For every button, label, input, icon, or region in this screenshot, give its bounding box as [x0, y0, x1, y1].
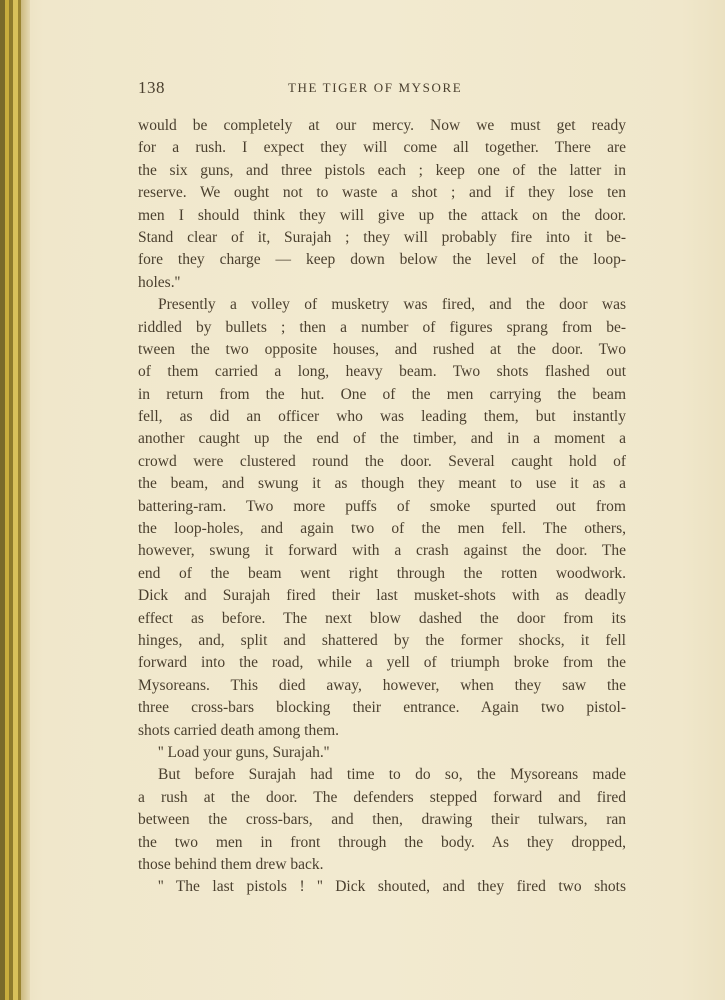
text-line: another caught up the end of the timber, and in a moment a	[138, 430, 626, 448]
text-line: however, swung it forward with a crash against the door. The	[138, 542, 626, 560]
text-line: of them carried a long, heavy beam. Two shots flashed out	[138, 363, 626, 381]
text-line: fell, as did an officer who was leading them, but instantly	[138, 408, 626, 426]
text-line: fore they charge — keep down below the level of the loop-	[138, 251, 626, 269]
text-line: hinges, and, split and shattered by the former shocks, it fell	[138, 631, 626, 649]
text-line: '' Load your guns, Surajah.''	[158, 743, 330, 761]
page-header	[138, 78, 626, 100]
book-binding	[0, 0, 30, 1000]
text-line: the beam, and swung it as though they meant to use it as a	[138, 475, 626, 493]
text-line: for a rush. I expect they will come all together. There are	[138, 139, 626, 157]
text-line: the six guns, and three pistols each ; keep one of the latter in	[138, 161, 626, 179]
text-line: forward into the road, while a yell of triumph broke from the	[138, 654, 626, 672]
text-line: riddled by bullets ; then a number of figures sprang from be-	[138, 318, 626, 336]
text-line: Dick and Surajah fired their last musket-shots with as deadly	[138, 587, 626, 605]
text-line: in return from the hut. One of the men carrying the beam	[138, 385, 626, 403]
text-line: those behind them drew back.	[138, 855, 324, 873]
text-line: reserve. We ought not to waste a shot ; and if they lose ten	[138, 184, 626, 202]
text-line: Stand clear of it, Surajah ; they will probably fire into it be-	[138, 228, 626, 246]
text-line: three cross-bars blocking their entrance. Again two pistol-	[138, 699, 626, 717]
text-line: But before Surajah had time to do so, the Mysoreans made	[158, 766, 626, 784]
text-line: Presently a volley of musketry was fired, and the door was	[158, 296, 626, 314]
text-line: between the cross-bars, and then, drawing their tulwars, ran	[138, 811, 626, 829]
text-line: shots carried death among them.	[138, 721, 340, 739]
text-line: men I should think they will give up the attack on the door.	[138, 206, 626, 224]
body-text	[138, 115, 626, 899]
text-line: tween the two opposite houses, and rushed at the door. Two	[138, 340, 626, 358]
text-line: a rush at the door. The defenders stepped forward and fired	[138, 788, 626, 806]
page-gutter	[21, 0, 30, 1000]
text-line: the two men in front through the body. As they dropped,	[138, 833, 626, 851]
text-line: battering-ram. Two more puffs of smoke spurted out from	[138, 497, 626, 515]
page-number: 138	[138, 78, 165, 97]
text-line: holes.''	[138, 273, 181, 291]
text-line: the loop-holes, and again two of the men fell. The others,	[138, 520, 626, 538]
text-line: effect as before. The next blow dashed the door from its	[138, 609, 626, 627]
text-line: would be completely at our mercy. Now we must get ready	[138, 117, 626, 134]
text-line: Mysoreans. This died away, however, when they saw the	[138, 676, 626, 694]
text-line: '' The last pistols ! '' Dick shouted, and they fired two shots	[158, 878, 626, 896]
text-line: crowd were clustered round the door. Several caught hold of	[138, 452, 626, 470]
running-title: THE TIGER OF MYSORE	[288, 80, 463, 95]
text-line: end of the beam went right through the rotten woodwork.	[138, 564, 626, 582]
